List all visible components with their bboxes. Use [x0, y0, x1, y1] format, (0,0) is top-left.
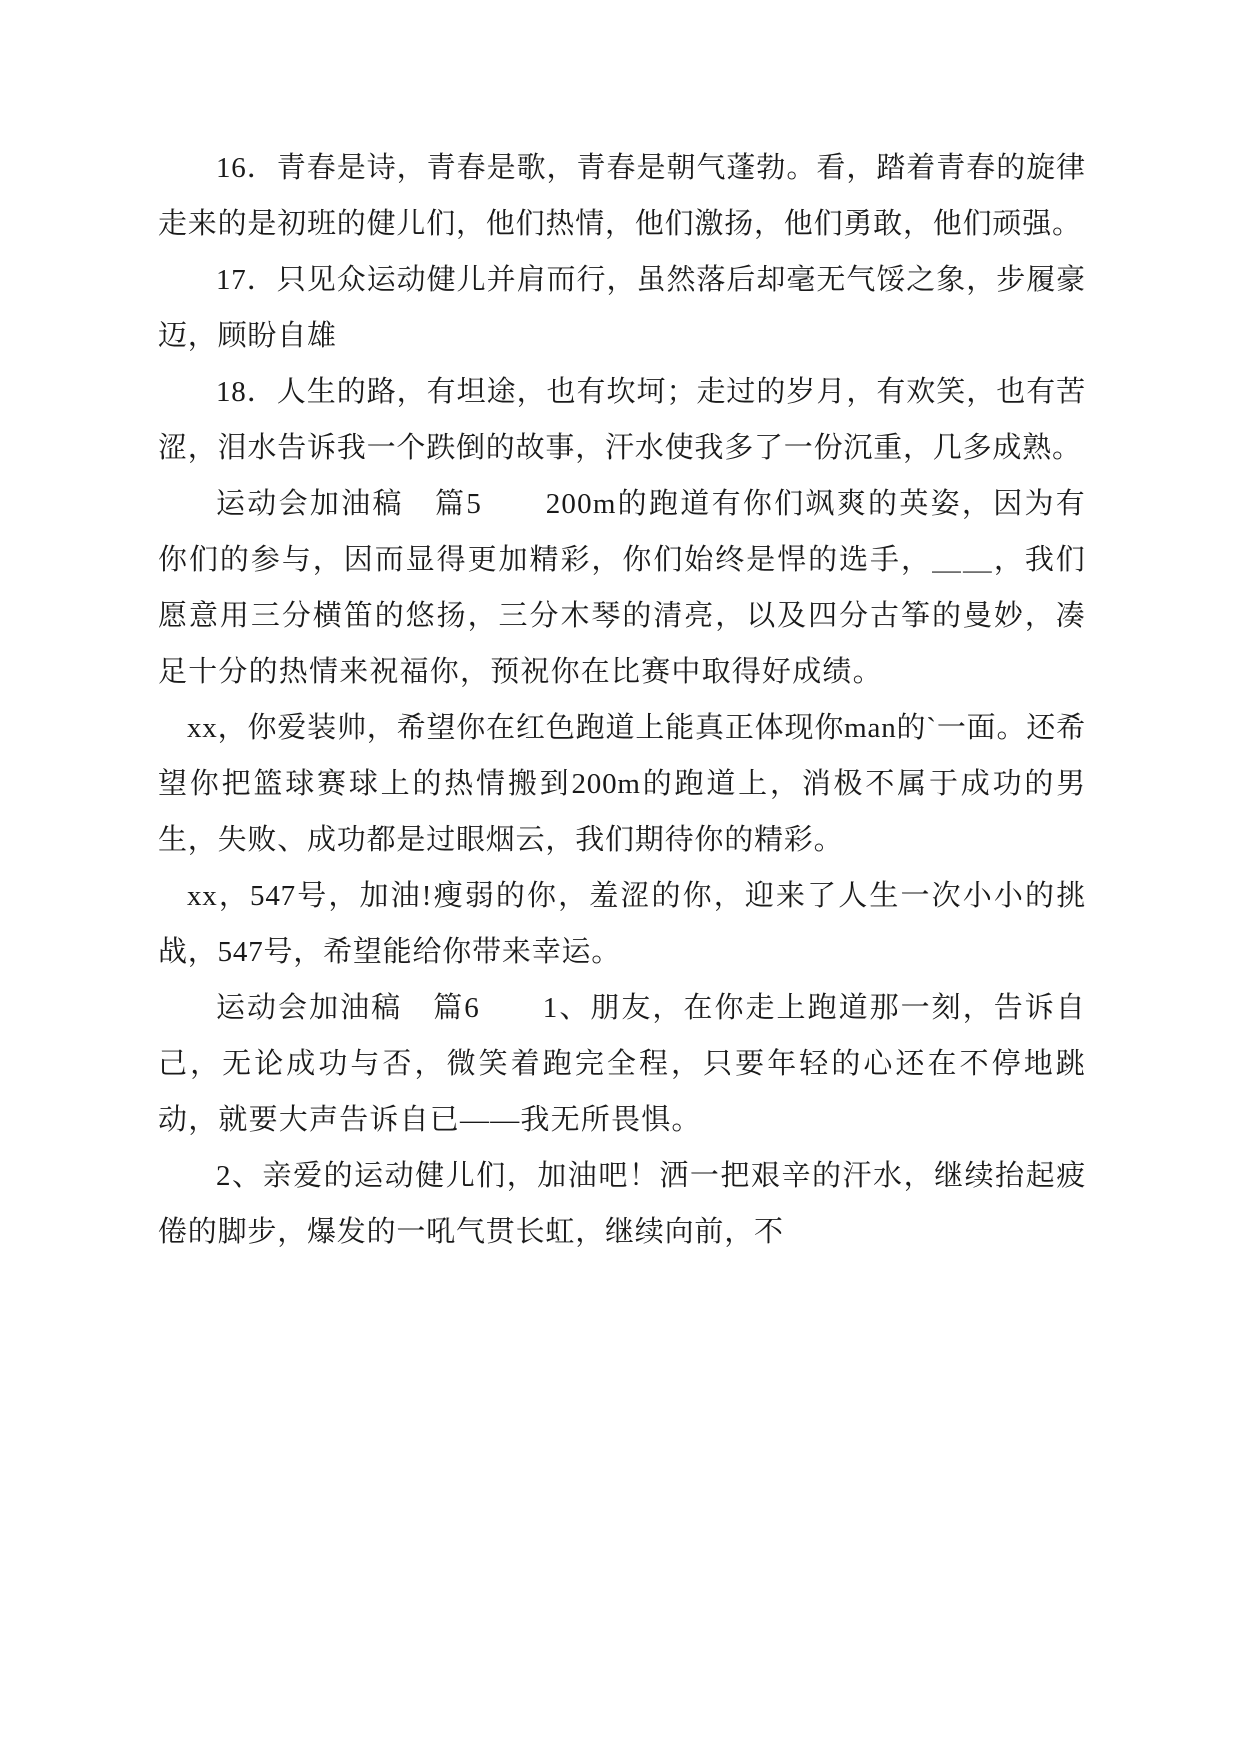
paragraph-item-2: 2、亲爱的运动健儿们，加油吧！洒一把艰辛的汗水，继续抬起疲倦的脚步，爆发的一吼气贯长虹，继续向前，不	[158, 1160, 1086, 1248]
paragraph-section-5: 运动会加油稿 篇5 200m的跑道有你们飒爽的英姿，因为有你们的参与，因而显得更加精彩，你们始终是悍的选手，＿＿，我们愿意用三分横笛的悠扬，三分木琴的清亮，以及四分古筝的曼妙，凑足十分的热情来祝福你，预祝你在比赛中取得好成绩。	[158, 488, 1086, 688]
paragraph-section-6: 运动会加油稿 篇6 1、朋友，在你走上跑道那一刻，告诉自己，无论成功与否，微笑着跑完全程，只要年轻的心还在不停地跳动，就要大声告诉自已——我无所畏惧。	[158, 992, 1086, 1136]
paragraph-xx-547: xx，547号，加油!瘦弱的你，羞涩的你，迎来了人生一次小小的挑战，547号，希望能给你带来幸运。	[158, 880, 1086, 968]
paragraph-item-18: 18．人生的路，有坦途，也有坎坷；走过的岁月，有欢笑，也有苦涩，泪水告诉我一个跌倒的故事，汗水使我多了一份沉重，几多成熟。	[158, 376, 1086, 464]
document-body	[158, 140, 1086, 1260]
paragraph-item-17: 17．只见众运动健儿并肩而行，虽然落后却毫无气馁之象，步履豪迈，顾盼自雄	[158, 264, 1086, 352]
paragraph-xx-man: xx，你爱装帅，希望你在红色跑道上能真正体现你man的`一面。还希望你把篮球赛球上的热情搬到200m的跑道上，消极不属于成功的男生，失败、成功都是过眼烟云，我们期待你的精彩。	[158, 712, 1086, 856]
paragraph-item-16: 16．青春是诗，青春是歌，青春是朝气蓬勃。看，踏着青春的旋律走来的是初班的健儿们，他们热情，他们激扬，他们勇敢，他们顽强。	[158, 152, 1086, 240]
